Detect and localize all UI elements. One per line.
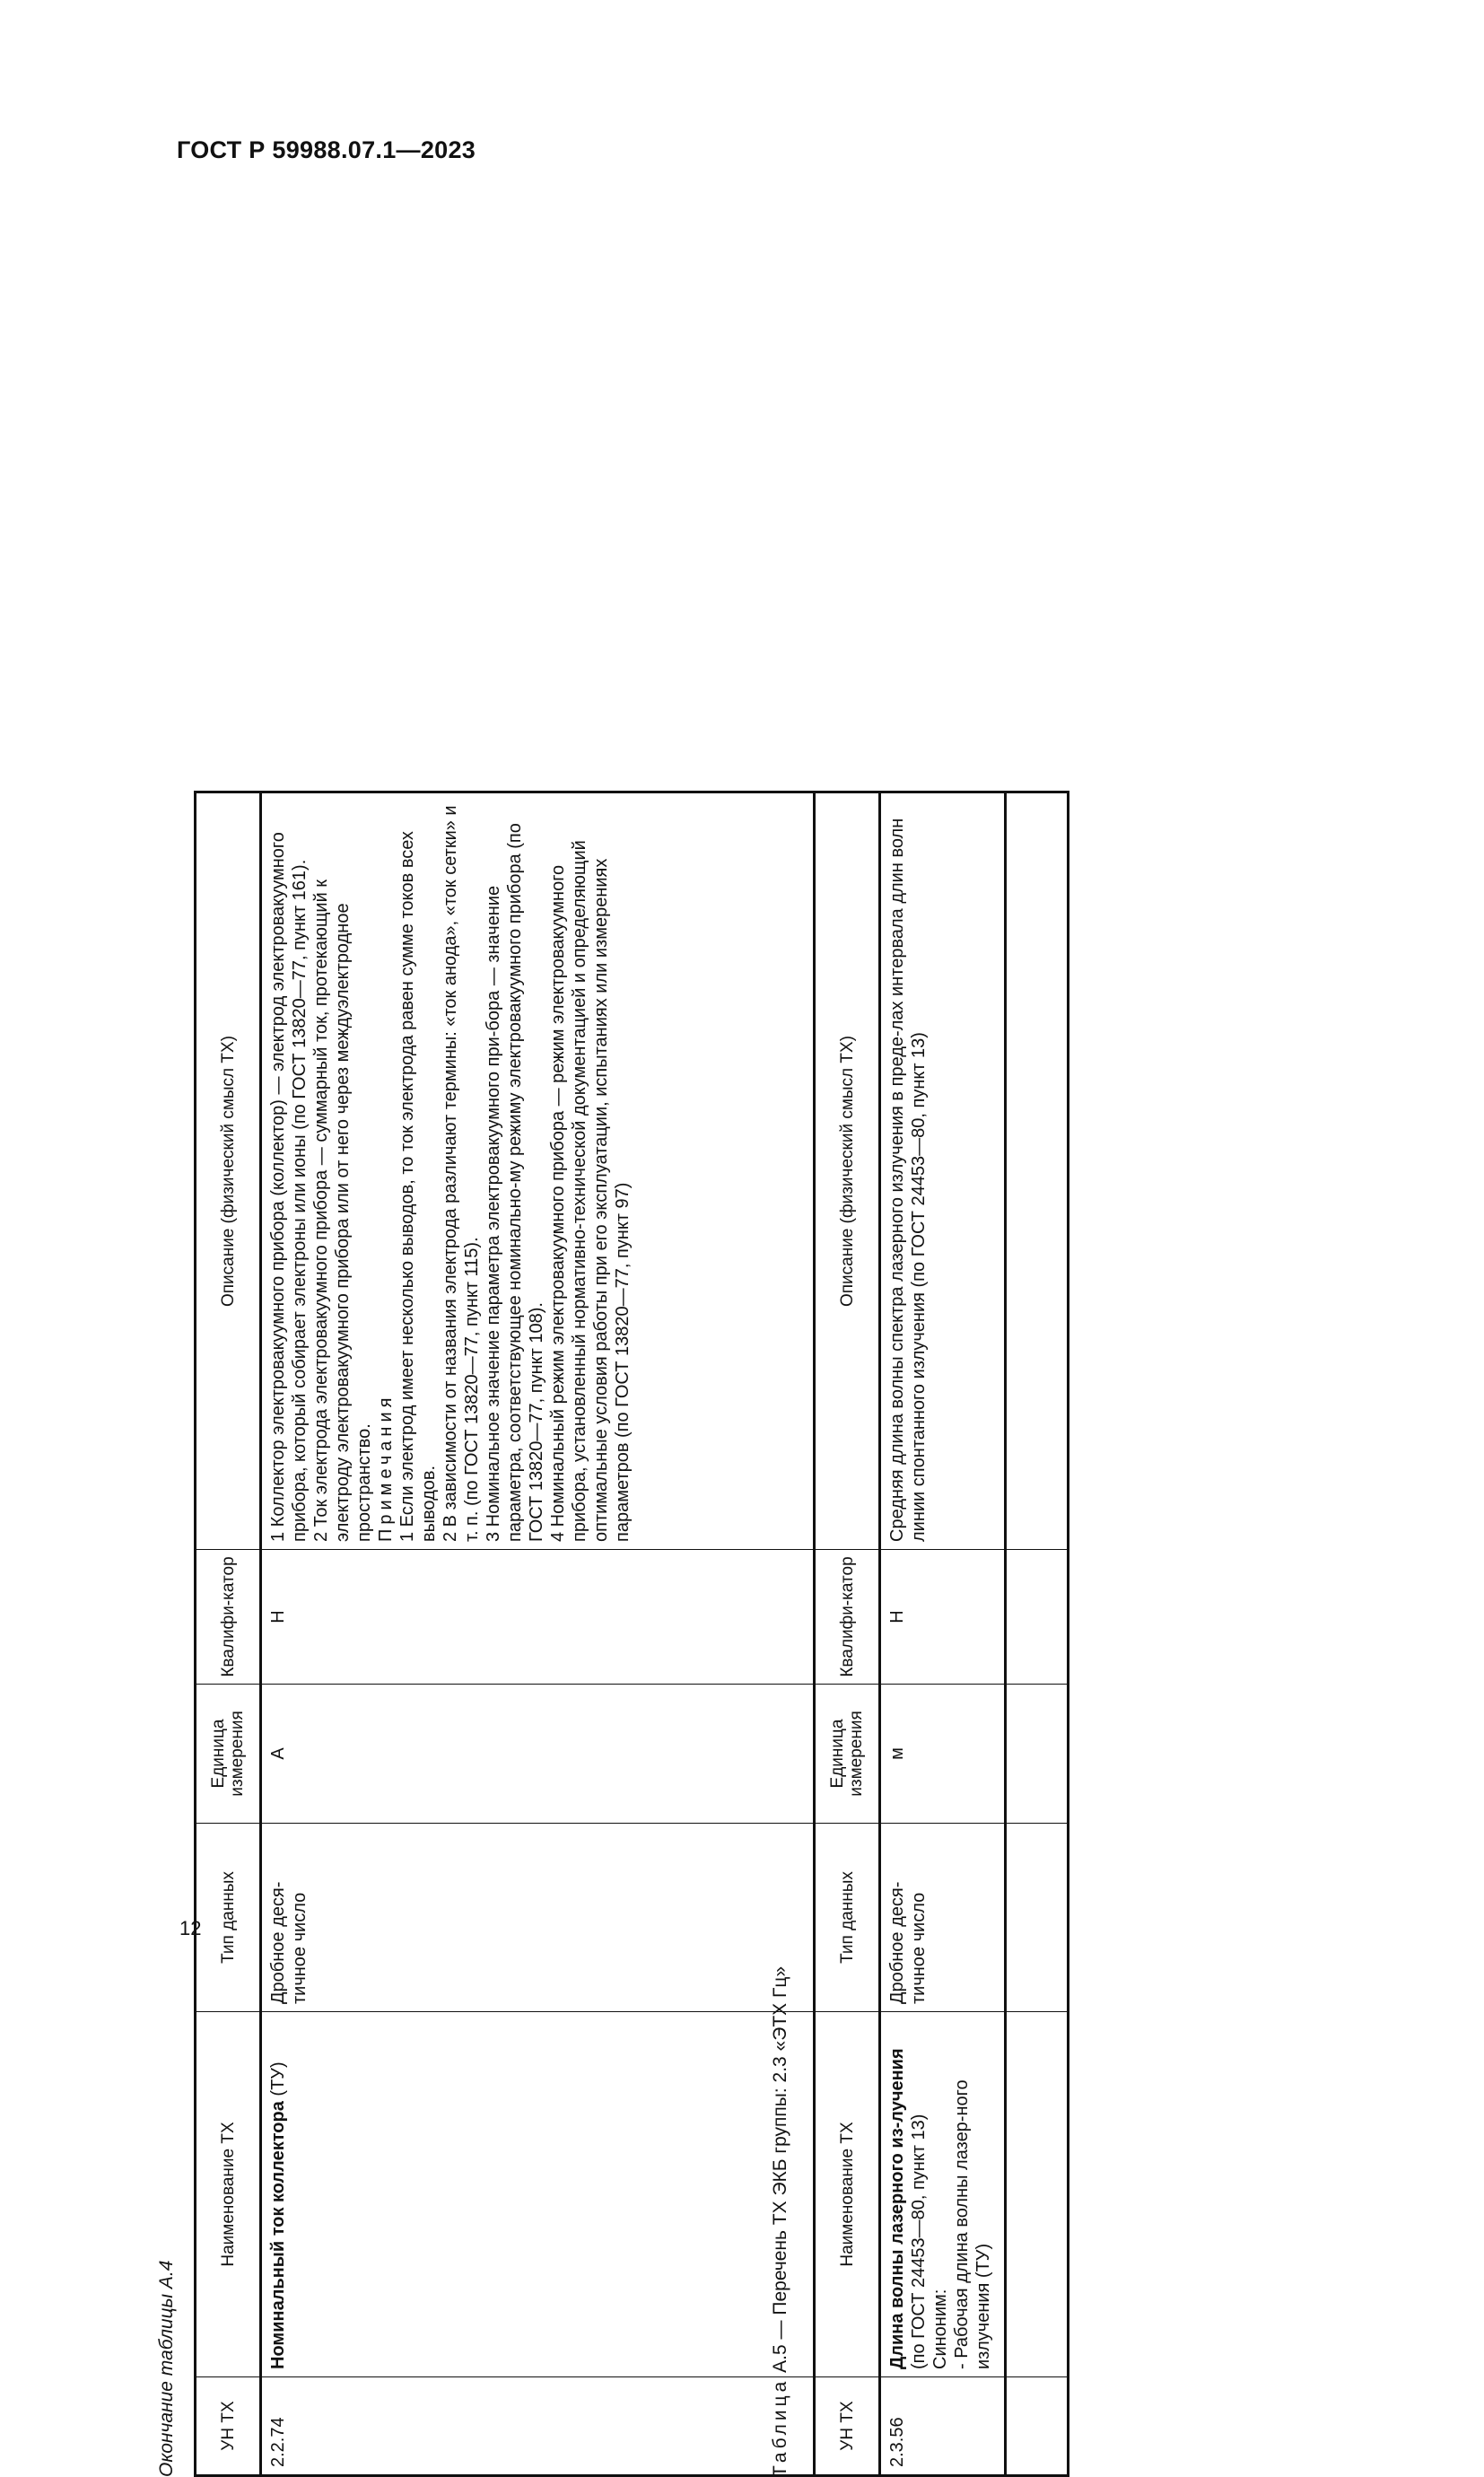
cell-qual: Н bbox=[880, 1550, 1006, 1685]
table-row bbox=[880, 792, 1006, 2476]
desc-line: 1 Коллектор электровакуумного прибора (коллектор) — электрод электровакуумного прибора, который собирает электроны или ионы (по ГОСТ 13820—77, пункт 161). bbox=[268, 832, 310, 1542]
desc-line: 2 В зависимости от названия электрода различают термины: «ток анода», «ток сетки» и т. п. (по ГОСТ 13820—77, пункт 115). bbox=[441, 805, 482, 1542]
name-rest: (ТУ) bbox=[268, 2061, 288, 2102]
name-rest: (по ГОСТ 24453—80, пункт 13) bbox=[909, 2114, 929, 2369]
synonym-label: Синоним: bbox=[930, 2289, 950, 2369]
table2-caption-rest: А.5 — Перечень ТХ ЭКБ группы: 2.3 «ЭТХ Гц» bbox=[770, 1965, 790, 2378]
synonym-value: - Рабочая длина волны лазер-ного излучения (ТУ) bbox=[952, 2079, 993, 2369]
col-type-header: Тип данных bbox=[196, 1824, 261, 2012]
cell-name bbox=[880, 2012, 1006, 2377]
cell-type: Дробное деся-тичное число bbox=[880, 1824, 1006, 2012]
desc-line: 2 Ток электрода электровакуумного прибора — суммарный ток, протекающий к электроду электровакуумного прибора или от него через междуэлектродное пространство. bbox=[311, 879, 374, 1542]
table1-caption: Окончание таблицы А.4 bbox=[156, 2260, 177, 2477]
col-name-header: Наименование ТХ bbox=[196, 2012, 261, 2377]
name-bold: Длина волны лазерного из-лучения bbox=[887, 2048, 907, 2369]
table-header-row bbox=[196, 792, 261, 2476]
desc-line: 3 Номинальное значение параметра электровакуумного при-бора — значение параметра, соответствующее номинально-му режиму электровакуумного прибора (по ГОСТ 13820—77, пункт 108). bbox=[484, 823, 546, 1542]
table-a5 bbox=[813, 791, 1007, 2477]
cell-code: 2.3.56 bbox=[880, 2377, 1006, 2476]
col-type-header: Тип данных bbox=[815, 1824, 880, 2012]
col-code-header: УН ТХ bbox=[815, 2377, 880, 2476]
cell-qual: Н bbox=[261, 1550, 1069, 1685]
col-unit-header: Единица измерения bbox=[815, 1685, 880, 1824]
col-desc-header: Описание (физический смысл ТХ) bbox=[815, 792, 880, 1550]
col-qual-header: Квалифи-катор bbox=[196, 1550, 261, 1685]
col-name-header: Наименование ТХ bbox=[815, 2012, 880, 2377]
name-bold: Номинальный ток коллектора bbox=[268, 2101, 288, 2369]
cell-unit: м bbox=[880, 1685, 1006, 1824]
cell-type: Дробное деся-тичное число bbox=[261, 1824, 1069, 2012]
table-header-row bbox=[815, 792, 880, 2476]
desc-line: 4 Номинальный режим электровакуумного прибора — режим электровакуумного прибора, установленный нормативно-технической документацией и определяющий оптимальные условия работы при его эксплуатации, испытаниях или измерениях параметров (по ГОСТ 13820—77, пункт 97) bbox=[548, 840, 633, 1542]
cell-desc: Средняя длина волны спектра лазерного излучения в преде-лах интервала длин волн линии спонтанного излучения (по ГОСТ 24453—80, пункт 13) bbox=[880, 792, 1006, 1550]
col-desc-header: Описание (физический смысл ТХ) bbox=[196, 792, 261, 1550]
cell-unit: А bbox=[261, 1685, 1069, 1824]
rotated-content bbox=[151, 718, 1129, 2477]
document-header: ГОСТ Р 59988.07.1—2023 bbox=[177, 136, 476, 163]
page-number: 12 bbox=[179, 1917, 202, 1939]
col-code-header: УН ТХ bbox=[196, 2377, 261, 2476]
cell-code: 2.2.74 bbox=[261, 2377, 1069, 2476]
table2-caption-prefix: Таблица bbox=[770, 2377, 790, 2477]
desc-line: 1 Если электрод имеет несколько выводов, то ток электрода равен сумме токов всех выводов. bbox=[397, 831, 439, 1542]
col-unit-header: Единица измерения bbox=[196, 1685, 261, 1824]
notes-title: Примечания bbox=[376, 1393, 396, 1542]
table2-caption bbox=[770, 1966, 791, 2477]
col-qual-header: Квалифи-катор bbox=[815, 1550, 880, 1685]
